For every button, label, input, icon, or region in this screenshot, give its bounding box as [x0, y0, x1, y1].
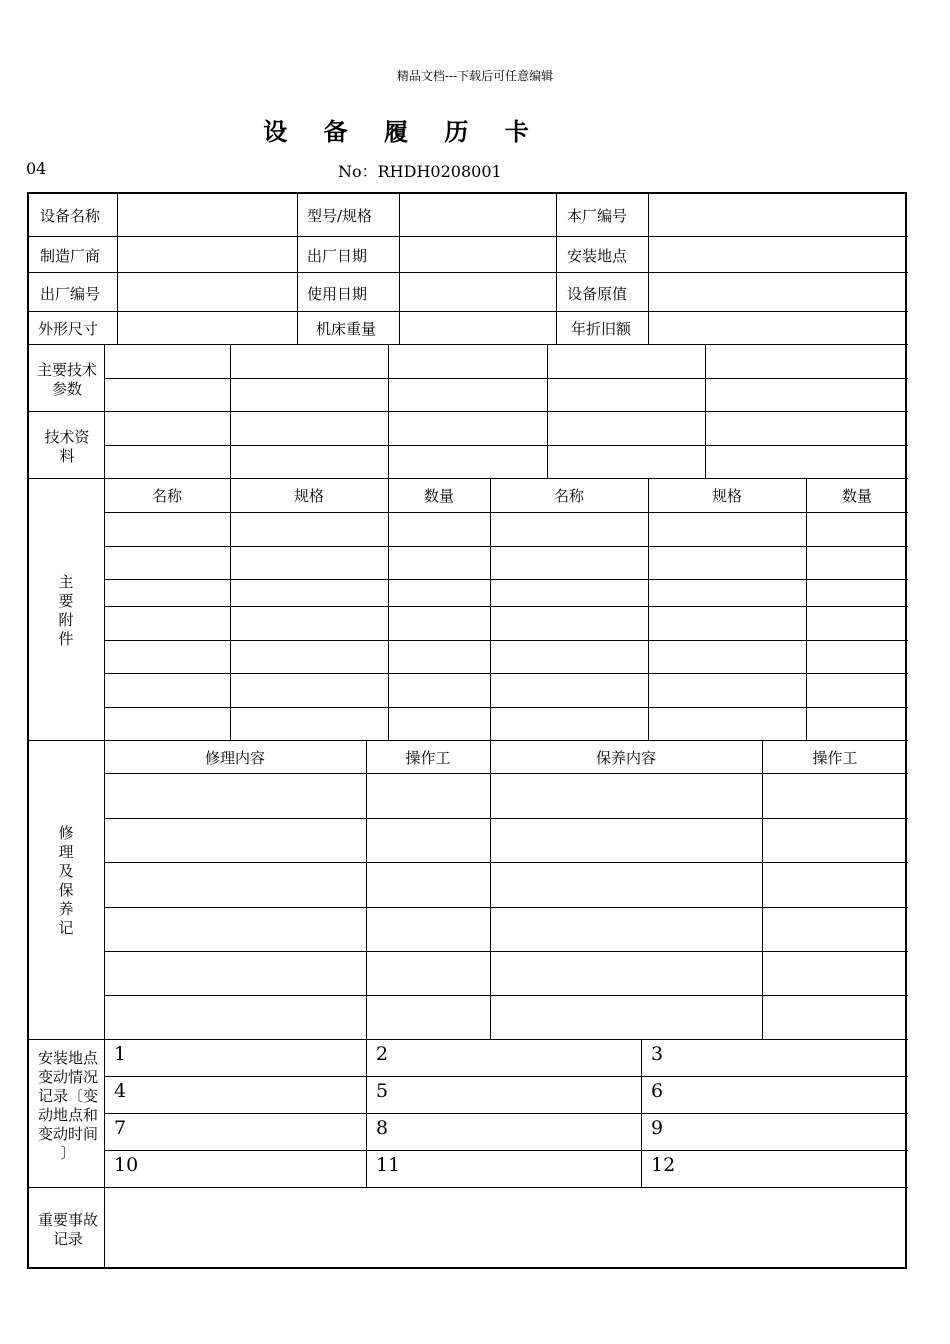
col-divider	[230, 344, 231, 478]
relocation-number: 9	[651, 1117, 664, 1139]
col-divider	[230, 478, 231, 740]
document-title: 设 备 履 历 卡	[263, 117, 543, 146]
relocation-number: 1	[114, 1043, 127, 1065]
label-model-spec: 型号/规格	[307, 207, 373, 225]
row-divider	[104, 606, 908, 607]
header-quantity: 数量	[841, 487, 872, 505]
watermark-text: 精品文档---下载后可任意编辑	[396, 69, 554, 83]
row-divider	[104, 546, 908, 547]
row-divider	[104, 707, 908, 708]
col-divider	[399, 193, 400, 344]
header-repair-content: 修理内容	[204, 749, 265, 767]
row-divider	[104, 378, 908, 379]
row-divider	[27, 478, 908, 479]
row-divider	[27, 236, 908, 237]
header-maintenance-content: 保养内容	[595, 749, 656, 767]
label-machine-weight: 机床重量	[316, 320, 377, 338]
col-divider	[648, 478, 649, 740]
relocation-number: 10	[114, 1154, 139, 1176]
relocation-number: 7	[114, 1117, 127, 1139]
label-manufacturer: 制造厂商	[40, 247, 101, 265]
row-divider	[104, 579, 908, 580]
relocation-number: 8	[376, 1117, 389, 1139]
relocation-number: 12	[651, 1154, 676, 1176]
document-number: No：RHDH0208001	[338, 162, 502, 181]
label-annual-depreciation: 年折旧额	[571, 320, 632, 338]
row-divider	[27, 344, 908, 345]
header-spec: 规格	[293, 487, 324, 505]
col-divider	[117, 193, 118, 344]
row-divider	[27, 1039, 908, 1040]
label-production-date: 出厂日期	[307, 247, 368, 265]
label-tech-params: 主要技术 参数	[36, 361, 97, 398]
row-divider	[104, 512, 908, 513]
row-divider	[104, 773, 908, 774]
col-divider	[806, 478, 807, 740]
col-divider	[762, 740, 763, 1039]
col-divider	[556, 193, 557, 344]
label-accessories: 主 要 附 件	[58, 573, 74, 648]
label-tech-docs: 技术资 料	[44, 428, 90, 465]
row-divider	[104, 640, 908, 641]
col-divider	[388, 344, 389, 478]
label-relocation: 安装地点 变动情况 记录〔变 动地点和 变动时间 〕	[38, 1049, 99, 1162]
col-divider	[366, 740, 367, 1039]
col-divider	[547, 344, 548, 478]
relocation-number: 5	[376, 1080, 389, 1102]
header-name: 名称	[553, 487, 584, 505]
row-divider	[104, 862, 908, 863]
label-factory-no: 本厂编号	[567, 207, 628, 225]
row-divider	[27, 1187, 908, 1188]
form-code: 04	[26, 159, 47, 178]
row-divider	[104, 818, 908, 819]
col-divider	[705, 344, 706, 478]
col-divider	[641, 1039, 642, 1187]
relocation-number: 3	[651, 1043, 664, 1065]
row-divider	[104, 445, 908, 446]
header-spec: 规格	[711, 487, 742, 505]
header-name: 名称	[151, 487, 182, 505]
row-divider	[27, 740, 908, 741]
header-operator: 操作工	[812, 749, 858, 767]
col-divider	[648, 193, 649, 344]
relocation-number: 2	[376, 1043, 389, 1065]
label-maintenance: 修 理 及 保 养 记	[58, 824, 74, 937]
col-divider	[388, 478, 389, 740]
label-serial-no: 出厂编号	[40, 285, 101, 303]
row-divider	[104, 907, 908, 908]
row-divider	[104, 1076, 908, 1077]
row-divider	[104, 951, 908, 952]
row-divider	[104, 995, 908, 996]
relocation-number: 11	[376, 1154, 401, 1176]
row-divider	[104, 1150, 908, 1151]
col-divider	[366, 1039, 367, 1187]
col-divider	[490, 478, 491, 740]
row-divider	[104, 1113, 908, 1114]
col-divider	[297, 193, 298, 344]
row-divider	[27, 311, 908, 312]
label-column-divider	[104, 344, 105, 1269]
col-divider	[490, 740, 491, 1039]
relocation-number: 4	[114, 1080, 127, 1102]
label-equipment-name: 设备名称	[40, 207, 101, 225]
label-install-location: 安装地点	[567, 247, 628, 265]
header-quantity: 数量	[423, 487, 454, 505]
row-divider	[27, 411, 908, 412]
relocation-number: 6	[651, 1080, 664, 1102]
header-operator: 操作工	[405, 749, 451, 767]
row-divider	[104, 673, 908, 674]
row-divider	[27, 272, 908, 273]
label-use-date: 使用日期	[307, 285, 368, 303]
table-border	[27, 192, 907, 1269]
label-original-value: 设备原值	[567, 285, 628, 303]
label-dimensions: 外形尺寸	[38, 320, 99, 338]
label-accident-record: 重要事故 记录	[38, 1211, 99, 1248]
